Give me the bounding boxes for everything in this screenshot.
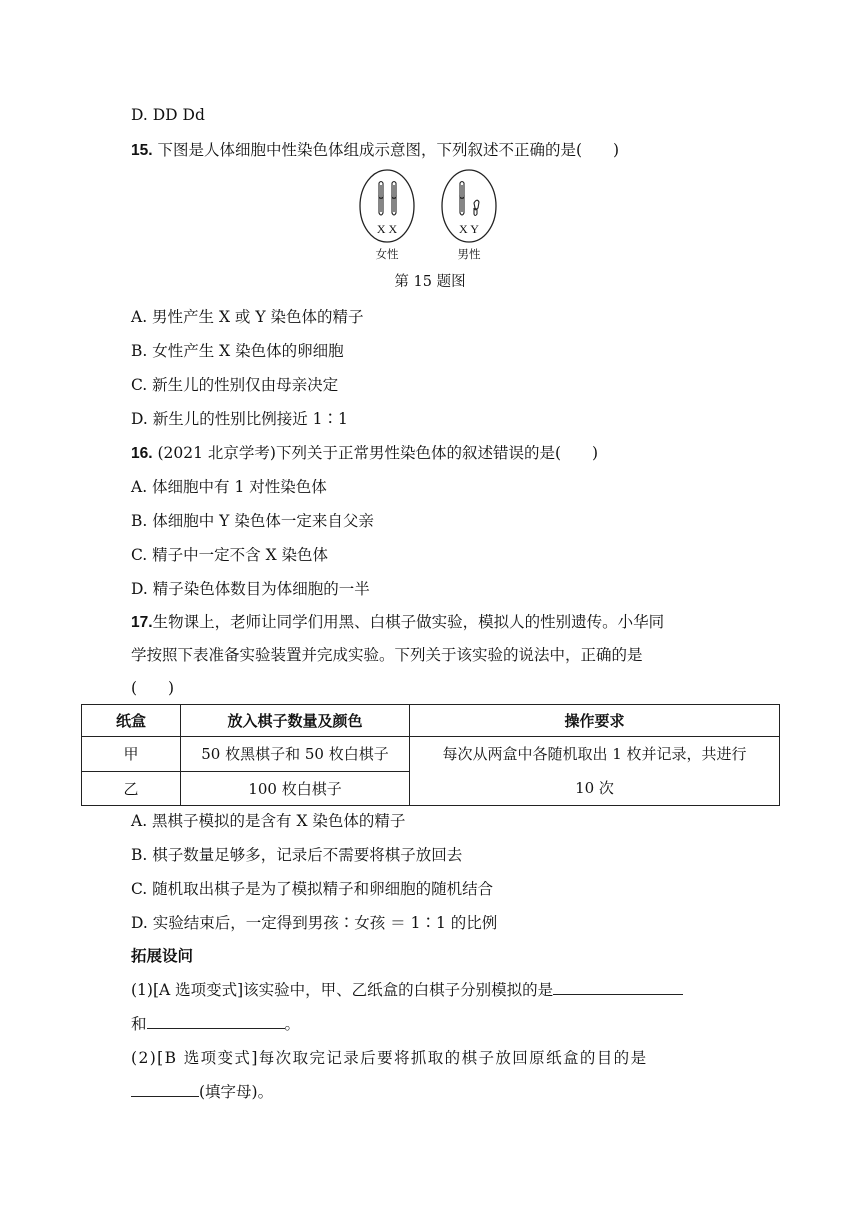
table-cell-pieces-yi: 100 枚白棋子 xyxy=(181,771,410,806)
experiment-table xyxy=(81,704,780,806)
female-label: 女性 xyxy=(375,247,399,261)
table-header-pieces: 放入棋子数量及颜色 xyxy=(181,705,410,737)
q15-option-b: B. 女性产生 X 染色体的卵细胞 xyxy=(131,342,344,360)
q15-option-d: D. 新生儿的性别比例接近 1∶1 xyxy=(131,410,348,428)
q17-stem-line1 xyxy=(131,610,664,632)
extension-heading: 拓展设问 xyxy=(131,947,194,965)
q15-stem xyxy=(131,138,619,160)
q16-stem xyxy=(131,441,598,463)
table-header-row xyxy=(82,705,780,737)
q16-option-d: D. 精子染色体数目为体细胞的一半 xyxy=(131,580,370,598)
q17-stem-text-1: 生物课上，老师让同学们用黑、白棋子做实验，模拟人的性别遗传。小华同 xyxy=(152,613,665,631)
extension-q2-line2 xyxy=(131,1080,273,1102)
answer-blank-1[interactable] xyxy=(553,980,683,995)
male-y-chromosome xyxy=(474,200,479,215)
q17-option-c: C. 随机取出棋子是为了模拟精子和卵细胞的随机结合 xyxy=(131,880,494,898)
male-label: 男性 xyxy=(457,247,481,261)
operation-line-2: 10 次 xyxy=(575,779,614,797)
extension-q1-end: 。 xyxy=(284,1015,301,1033)
extension-q1-line1 xyxy=(131,978,683,1000)
q16-option-c: C. 精子中一定不含 X 染色体 xyxy=(131,546,329,564)
table-header-operation: 操作要求 xyxy=(410,705,780,737)
q17-stem-line2: 学按照下表准备实验装置并完成实验。下列关于该实验的说法中，正确的是 xyxy=(131,646,643,664)
table-header-box: 纸盒 xyxy=(82,705,181,737)
q16-option-b: B. 体细胞中 Y 染色体一定来自父亲 xyxy=(131,512,374,530)
extension-q2-line1: (2)[B 选项变式]每次取完记录后要将抓取的棋子放回原纸盒的目的是 xyxy=(131,1049,648,1067)
extension-q1-and: 和 xyxy=(131,1015,147,1033)
q16-source: (2021 北京学考) xyxy=(157,444,276,462)
q17-option-a: A. 黑棋子模拟的是含有 X 染色体的精子 xyxy=(131,812,406,830)
figure-caption: 第 15 题图 xyxy=(394,274,466,290)
q15-option-c: C. 新生儿的性别仅由母亲决定 xyxy=(131,376,339,394)
q16-option-a: A. 体细胞中有 1 对性染色体 xyxy=(131,478,327,496)
answer-blank-2[interactable] xyxy=(147,1014,285,1029)
table-cell-operation xyxy=(410,737,780,806)
q15-stem-text: 下图是人体细胞中性染色体组成示意图，下列叙述不正确的是( ) xyxy=(157,141,620,159)
operation-line-1: 每次从两盒中各随机取出 1 枚并记录，共进行 xyxy=(442,745,747,763)
q14-option-d: D. DD Dd xyxy=(131,106,205,124)
female-x-chromosome-2 xyxy=(392,182,396,216)
table-cell-box-jia: 甲 xyxy=(82,737,181,772)
male-letters: X Y xyxy=(459,222,479,236)
table-cell-box-yi: 乙 xyxy=(82,771,181,806)
q15-option-a: A. 男性产生 X 或 Y 染色体的精子 xyxy=(131,308,364,326)
chromosome-figure xyxy=(352,165,502,265)
q15-number: 15. xyxy=(131,142,153,159)
q16-stem-text: 下列关于正常男性染色体的叙述错误的是( ) xyxy=(275,444,599,462)
q17-stem-line3: ( ) xyxy=(131,679,175,697)
q17-option-b: B. 棋子数量足够多，记录后不需要将棋子放回去 xyxy=(131,846,463,864)
answer-blank-3[interactable] xyxy=(131,1082,199,1097)
extension-q1-text: (1)[A 选项变式]该实验中，甲、乙纸盒的白棋子分别模拟的是 xyxy=(131,981,554,999)
table-row xyxy=(82,737,780,772)
table-cell-pieces-jia: 50 枚黑棋子和 50 枚白棋子 xyxy=(181,737,410,772)
q17-number: 17. xyxy=(131,614,153,631)
extension-q1-line2 xyxy=(131,1012,300,1034)
q16-number: 16. xyxy=(131,445,153,462)
female-letters: X X xyxy=(376,222,398,236)
female-x-chromosome-1 xyxy=(379,182,383,216)
extension-q2-hint: (填字母)。 xyxy=(199,1083,274,1101)
male-x-chromosome xyxy=(460,182,464,216)
q17-option-d: D. 实验结束后，一定得到男孩∶女孩 ＝ 1∶1 的比例 xyxy=(131,914,498,932)
